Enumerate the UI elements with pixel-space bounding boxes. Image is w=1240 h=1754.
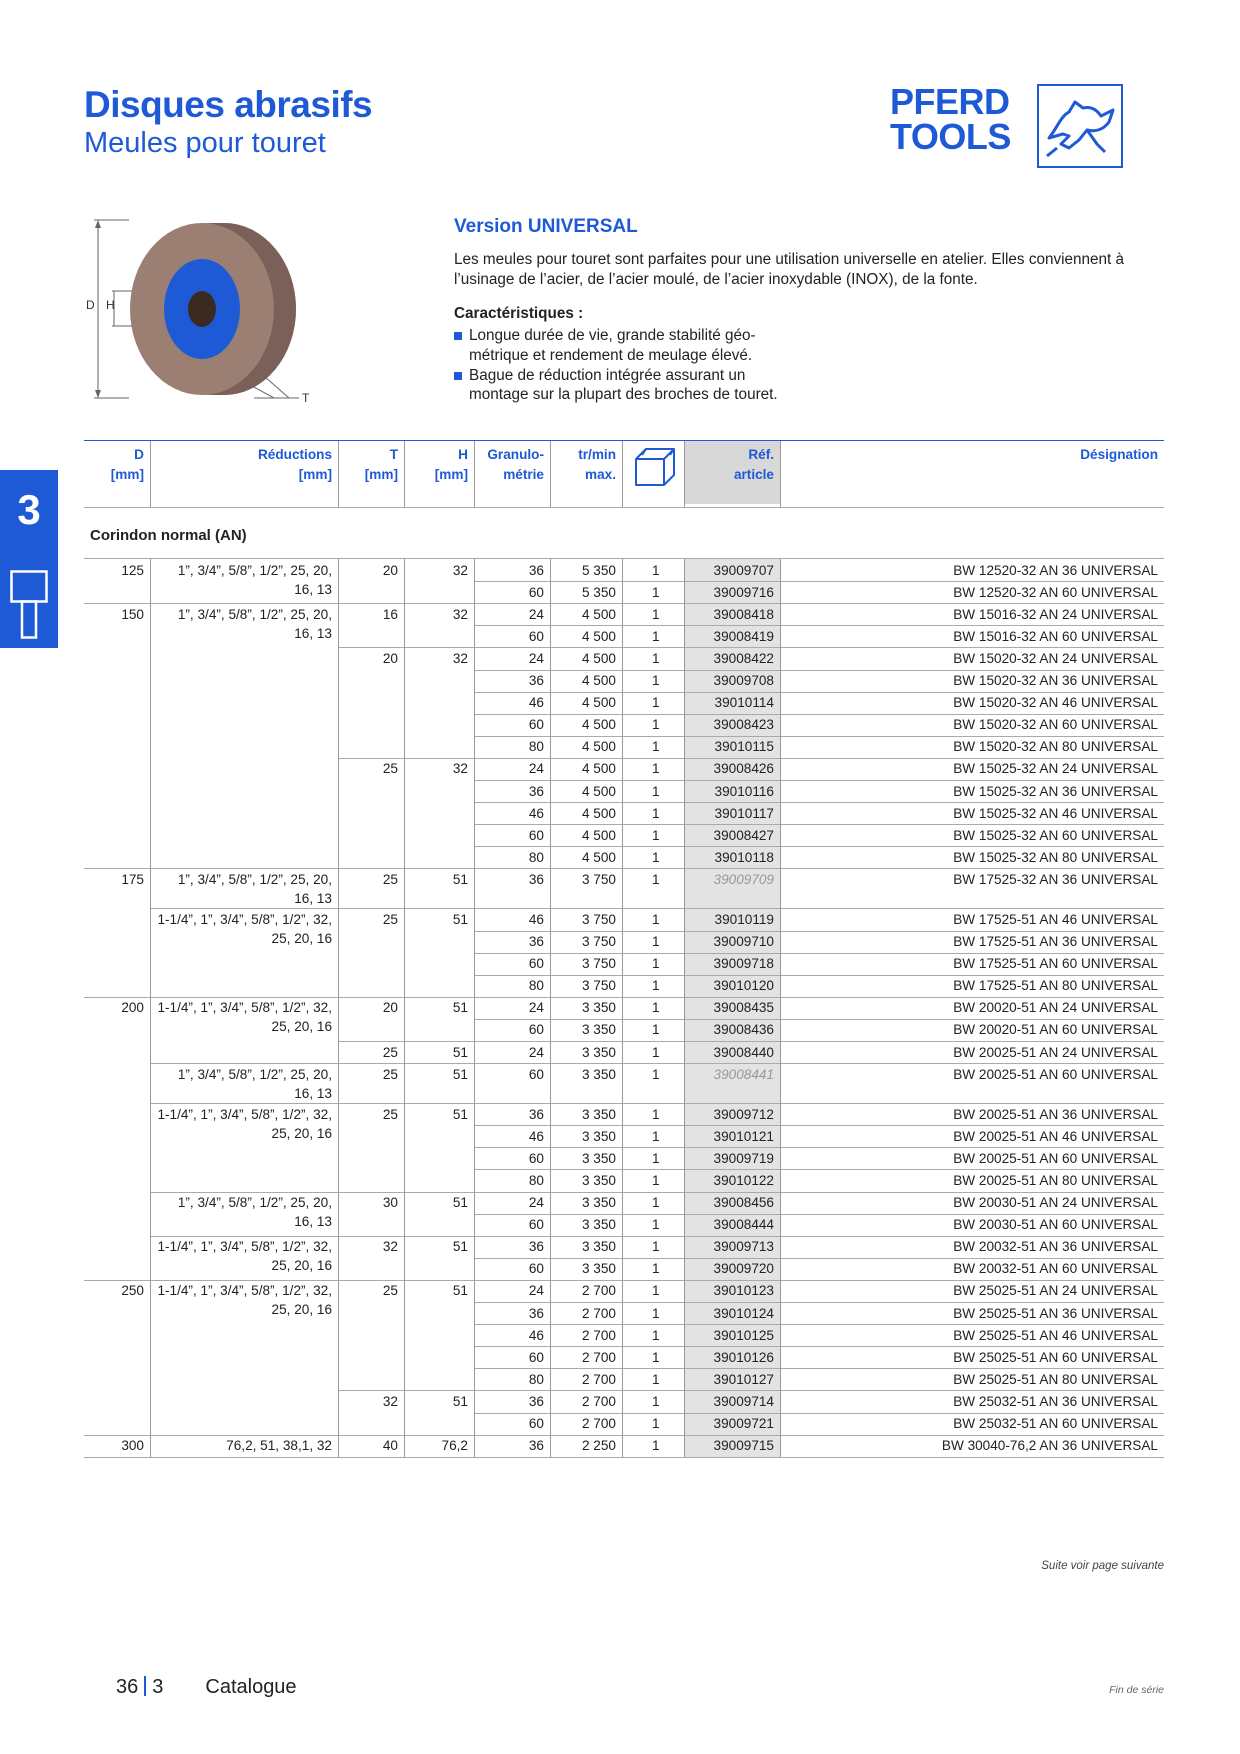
product-table (84, 440, 1164, 1461)
cell-g: 60 (528, 1261, 544, 1277)
cell-g: 24 (528, 1044, 544, 1060)
cell-ref: 39008418 (713, 606, 774, 622)
cell-ref: 39008441 (713, 1066, 774, 1082)
cell-des: BW 17525-51 AN 80 UNIVERSAL (953, 978, 1158, 994)
cell-ref: 39009720 (713, 1261, 774, 1277)
cell-g: 60 (528, 956, 544, 972)
cell-des: BW 25025-51 AN 60 UNIVERSAL (953, 1349, 1158, 1365)
cell-q: 1 (652, 1416, 660, 1431)
cell-ref: 39008422 (713, 650, 774, 666)
cell-rpm: 2 700 (581, 1371, 616, 1387)
cell-h: 32 (452, 606, 468, 622)
cell-h: 51 (452, 1195, 468, 1210)
bullet-icon (454, 332, 462, 340)
cell-t: 25 (382, 1044, 398, 1060)
cell-q: 1 (652, 783, 660, 799)
cell-ref: 39010127 (713, 1371, 774, 1387)
cell-ref: 39009712 (713, 1106, 774, 1122)
cell-h: 51 (452, 1283, 468, 1299)
product-drawing (84, 216, 344, 406)
cell-t: 25 (382, 761, 398, 777)
cell-t: 25 (382, 1283, 398, 1299)
cell-t: 16 (382, 606, 398, 622)
cell-q: 1 (652, 695, 660, 711)
cell-rpm: 3 350 (581, 1000, 616, 1016)
cell-q: 1 (652, 1172, 660, 1188)
cell-des: BW 17525-51 AN 46 UNIVERSAL (953, 911, 1158, 927)
cell-q: 1 (652, 978, 660, 994)
cell-q: 1 (652, 1305, 660, 1321)
cell-rpm: 4 500 (581, 717, 616, 733)
cell-g: 80 (528, 1172, 544, 1188)
cell-q: 1 (652, 562, 660, 578)
cell-rpm: 3 350 (581, 1195, 616, 1210)
cell-ref: 39008427 (713, 827, 774, 843)
cell-des: BW 20025-51 AN 80 UNIVERSAL (953, 1172, 1158, 1188)
cell-des: BW 15020-32 AN 36 UNIVERSAL (953, 673, 1158, 688)
cell-t: 32 (382, 1239, 398, 1255)
page-footer (116, 1676, 297, 1699)
cell-g: 46 (528, 1327, 544, 1343)
chapter-tab[interactable] (0, 470, 58, 648)
cell-des: BW 15025-32 AN 24 UNIVERSAL (953, 761, 1158, 777)
cell-g: 80 (528, 1371, 544, 1387)
cell-rpm: 2 700 (581, 1393, 616, 1409)
cell-q: 1 (652, 1327, 660, 1343)
cell-rpm: 2 700 (581, 1283, 616, 1299)
cell-ref: 39009707 (713, 562, 774, 578)
cell-g: 24 (528, 650, 544, 666)
cell-red: 1”, 3/4”, 5/8”, 1/2”, 25, 20, 16, 13 (177, 871, 332, 906)
cell-h: 51 (452, 1106, 468, 1122)
cell-h: 51 (452, 1393, 468, 1409)
cell-d: 250 (121, 1283, 144, 1299)
cell-des: BW 20030-51 AN 24 UNIVERSAL (953, 1195, 1158, 1210)
cell-ref: 39010126 (713, 1349, 774, 1365)
cell-ref: 39008426 (713, 761, 774, 777)
cell-g: 60 (528, 1217, 544, 1233)
group-label: Corindon normal (AN) (90, 527, 247, 544)
cell-q: 1 (652, 1393, 660, 1409)
packaging-box-icon (634, 447, 678, 490)
cell-red: 1-1/4”, 1”, 3/4”, 5/8”, 1/2”, 32, 25, 20, 16 (157, 1283, 332, 1318)
cell-t: 20 (382, 650, 398, 666)
cell-g: 60 (528, 1416, 544, 1431)
cell-q: 1 (652, 717, 660, 733)
cell-g: 60 (528, 827, 544, 843)
page-subtitle: Meules pour touret (84, 127, 326, 159)
cell-t: 20 (382, 1000, 398, 1016)
cell-g: 36 (528, 871, 544, 887)
cell-rpm: 2 700 (581, 1305, 616, 1321)
cell-des: BW 30040-76,2 AN 36 UNIVERSAL (941, 1438, 1158, 1454)
cell-des: BW 20032-51 AN 36 UNIVERSAL (953, 1239, 1158, 1255)
cell-g: 80 (528, 739, 544, 755)
cell-q: 1 (652, 1283, 660, 1299)
cell-q: 1 (652, 584, 660, 600)
cell-des: BW 20025-51 AN 60 UNIVERSAL (953, 1066, 1158, 1082)
version-title: Version UNIVERSAL (454, 216, 638, 237)
cell-t: 25 (382, 1106, 398, 1122)
cell-h: 51 (452, 1239, 468, 1255)
cell-des: BW 17525-32 AN 36 UNIVERSAL (953, 871, 1158, 887)
cell-g: 24 (528, 1000, 544, 1016)
cell-t: 20 (382, 562, 398, 578)
version-description: Les meules pour touret sont parfaites pour une utilisation universelle en atelier. Elles conviennent à l’usinage de l’acier, de l’acier moulé, de l’acier inoxydable (INOX), de la fonte. (454, 251, 1125, 288)
continued-note: Suite voir page suivante (1041, 1560, 1164, 1572)
cell-q: 1 (652, 739, 660, 755)
cell-q: 1 (652, 805, 660, 821)
cell-q: 1 (652, 911, 660, 927)
cell-des: BW 20025-51 AN 60 UNIVERSAL (953, 1150, 1158, 1166)
cell-g: 60 (528, 717, 544, 733)
cell-g: 36 (528, 1239, 544, 1255)
cell-rpm: 3 750 (581, 956, 616, 972)
cell-ref: 39010116 (714, 783, 774, 799)
cell-red: 1”, 3/4”, 5/8”, 1/2”, 25, 20, 16, 13 (177, 606, 332, 641)
cell-q: 1 (652, 1022, 660, 1038)
cell-rpm: 4 500 (581, 805, 616, 821)
chapter-ref: 3 (152, 1676, 164, 1698)
cell-g: 46 (528, 695, 544, 711)
cell-rpm: 4 500 (581, 650, 616, 666)
cell-g: 60 (528, 628, 544, 644)
header-t: T [mm] (364, 447, 398, 482)
cell-des: BW 25032-51 AN 36 UNIVERSAL (953, 1393, 1158, 1409)
cell-des: BW 15020-32 AN 24 UNIVERSAL (953, 650, 1158, 666)
characteristics-list (454, 326, 794, 405)
cell-g: 60 (528, 1150, 544, 1166)
cell-g: 36 (528, 1393, 544, 1409)
cell-ref: 39008440 (713, 1044, 774, 1060)
cell-rpm: 4 500 (581, 849, 616, 865)
cell-rpm: 3 350 (581, 1022, 616, 1038)
cell-rpm: 3 350 (581, 1128, 616, 1144)
cell-q: 1 (652, 673, 660, 688)
cell-ref: 39009710 (713, 934, 774, 949)
cell-q: 1 (652, 1349, 660, 1365)
cell-rpm: 3 350 (581, 1239, 616, 1255)
cell-rpm: 4 500 (581, 827, 616, 843)
cell-rpm: 3 350 (581, 1150, 616, 1166)
cell-g: 24 (528, 1283, 544, 1299)
cell-des: BW 17525-51 AN 36 UNIVERSAL (953, 934, 1158, 949)
cell-q: 1 (652, 1261, 660, 1277)
cell-rpm: 3 350 (581, 1172, 616, 1188)
cell-g: 46 (528, 911, 544, 927)
cell-des: BW 15025-32 AN 36 UNIVERSAL (953, 783, 1158, 799)
cell-q: 1 (652, 871, 660, 887)
header-designation: Désignation (1080, 447, 1158, 462)
cell-h: 32 (452, 761, 468, 777)
cell-q: 1 (652, 1371, 660, 1387)
cell-d: 125 (121, 562, 144, 578)
cell-q: 1 (652, 1066, 660, 1082)
page-title: Disques abrasifs (84, 84, 373, 125)
cell-ref: 39008444 (713, 1217, 774, 1233)
horse-icon (1037, 84, 1123, 168)
table-body (84, 559, 1164, 1461)
header-granulometrie: Granulo- métrie (487, 447, 544, 482)
cell-h: 32 (452, 562, 468, 578)
group-row (84, 508, 1164, 559)
cell-des: BW 15016-32 AN 60 UNIVERSAL (953, 628, 1158, 644)
cell-red: 1-1/4”, 1”, 3/4”, 5/8”, 1/2”, 32, 25, 20, 16 (157, 1239, 332, 1274)
cell-rpm: 3 350 (581, 1044, 616, 1060)
cell-red: 1”, 3/4”, 5/8”, 1/2”, 25, 20, 16, 13 (177, 562, 332, 597)
cell-g: 36 (528, 1438, 544, 1454)
cell-ref: 39010115 (714, 739, 774, 755)
list-item: Longue durée de vie, grande stabilité géo-métrique et rendement de meulage élevé. (454, 326, 794, 366)
cell-rpm: 4 500 (581, 761, 616, 777)
cell-g: 60 (528, 1066, 544, 1082)
cell-des: BW 20025-51 AN 46 UNIVERSAL (953, 1128, 1158, 1144)
cell-ref: 39009718 (713, 956, 774, 972)
cell-g: 46 (528, 805, 544, 821)
cell-des: BW 20025-51 AN 36 UNIVERSAL (953, 1106, 1158, 1122)
cell-des: BW 20030-51 AN 60 UNIVERSAL (953, 1217, 1158, 1233)
cell-g: 36 (528, 934, 544, 949)
cell-h: 51 (452, 1044, 468, 1060)
cell-t: 25 (382, 911, 398, 927)
cell-g: 24 (528, 761, 544, 777)
cell-t: 30 (382, 1195, 398, 1210)
cell-t: 40 (382, 1438, 398, 1454)
cell-ref: 39010120 (713, 978, 774, 994)
cell-g: 60 (528, 1022, 544, 1038)
cell-g: 36 (528, 562, 544, 578)
cell-des: BW 25025-51 AN 24 UNIVERSAL (953, 1283, 1158, 1299)
cell-ref: 39008436 (713, 1022, 774, 1038)
bullet-icon (454, 372, 462, 380)
cell-des: BW 25025-51 AN 36 UNIVERSAL (953, 1305, 1158, 1321)
cell-h: 51 (452, 911, 468, 927)
cell-des: BW 25025-51 AN 46 UNIVERSAL (953, 1327, 1158, 1343)
cell-g: 80 (528, 849, 544, 865)
cell-q: 1 (652, 1150, 660, 1166)
table-header (84, 440, 1164, 508)
cell-des: BW 20025-51 AN 24 UNIVERSAL (953, 1044, 1158, 1060)
svg-text:T: T (302, 391, 310, 405)
cell-q: 1 (652, 1217, 660, 1233)
fin-de-serie-note: Fin de série (1109, 1684, 1164, 1696)
cell-red: 1”, 3/4”, 5/8”, 1/2”, 25, 20, 16, 13 (177, 1195, 332, 1229)
grinding-wheel-icon (10, 570, 48, 645)
cell-q: 1 (652, 761, 660, 777)
cell-q: 1 (652, 606, 660, 622)
cell-rpm: 3 350 (581, 1066, 616, 1082)
header-rpm: tr/min max. (578, 447, 616, 482)
cell-ref: 39009714 (713, 1393, 774, 1409)
cell-rpm: 4 500 (581, 695, 616, 711)
cell-des: BW 12520-32 AN 36 UNIVERSAL (953, 562, 1158, 578)
cell-q: 1 (652, 849, 660, 865)
cell-rpm: 4 500 (581, 606, 616, 622)
cell-ref: 39009721 (713, 1416, 774, 1431)
cell-q: 1 (652, 956, 660, 972)
cell-des: BW 25032-51 AN 60 UNIVERSAL (953, 1416, 1158, 1431)
cell-des: BW 25025-51 AN 80 UNIVERSAL (953, 1371, 1158, 1387)
cell-des: BW 15016-32 AN 24 UNIVERSAL (953, 606, 1158, 622)
header-reductions: Réductions [mm] (257, 447, 332, 482)
cell-des: BW 15025-32 AN 80 UNIVERSAL (953, 849, 1158, 865)
cell-ref: 39010123 (713, 1283, 774, 1299)
cell-rpm: 3 350 (581, 1217, 616, 1233)
cell-red: 1-1/4”, 1”, 3/4”, 5/8”, 1/2”, 32, 25, 20, 16 (157, 1106, 332, 1141)
cell-ref: 39010119 (714, 911, 774, 927)
cell-des: BW 15025-32 AN 60 UNIVERSAL (953, 827, 1158, 843)
cell-des: BW 15025-32 AN 46 UNIVERSAL (953, 805, 1158, 821)
cell-rpm: 3 750 (581, 934, 616, 949)
cell-g: 36 (528, 1305, 544, 1321)
cell-rpm: 4 500 (581, 628, 616, 644)
cell-q: 1 (652, 1195, 660, 1210)
cell-g: 60 (528, 1349, 544, 1365)
cell-ref: 39010118 (714, 849, 774, 865)
cell-ref: 39010122 (713, 1172, 774, 1188)
cell-q: 1 (652, 827, 660, 843)
cell-h: 51 (452, 1066, 468, 1082)
cell-t: 32 (382, 1393, 398, 1409)
cell-des: BW 12520-32 AN 60 UNIVERSAL (953, 584, 1158, 600)
cell-h: 51 (452, 1000, 468, 1016)
cell-rpm: 5 350 (581, 562, 616, 578)
cell-rpm: 3 750 (581, 871, 616, 887)
header-d: D [mm] (110, 447, 144, 482)
cell-rpm: 4 500 (581, 783, 616, 799)
cell-des: BW 15020-32 AN 46 UNIVERSAL (953, 695, 1158, 711)
cell-des: BW 15020-32 AN 60 UNIVERSAL (953, 717, 1158, 733)
cell-g: 46 (528, 1128, 544, 1144)
cell-rpm: 5 350 (581, 584, 616, 600)
cell-des: BW 15020-32 AN 80 UNIVERSAL (953, 739, 1158, 755)
cell-q: 1 (652, 934, 660, 949)
list-item: Bague de réduction intégrée assurant un montage sur la plupart des broches de touret. (454, 366, 794, 406)
cell-ref: 39008435 (713, 1000, 774, 1016)
chapter-number: 3 (17, 486, 41, 533)
cell-rpm: 3 750 (581, 911, 616, 927)
cell-rpm: 4 500 (581, 673, 616, 688)
cell-q: 1 (652, 628, 660, 644)
cell-rpm: 4 500 (581, 739, 616, 755)
cell-des: BW 20032-51 AN 60 UNIVERSAL (953, 1261, 1158, 1277)
cell-g: 36 (528, 1106, 544, 1122)
cell-ref: 39010125 (713, 1327, 774, 1343)
cell-q: 1 (652, 1044, 660, 1060)
cell-h: 51 (452, 871, 468, 887)
cell-h: 76,2 (441, 1438, 468, 1454)
cell-d: 300 (121, 1438, 144, 1454)
cell-q: 1 (652, 650, 660, 666)
svg-text:D: D (86, 298, 95, 312)
cell-d: 175 (121, 871, 144, 887)
cell-ref: 39009709 (713, 871, 774, 887)
cell-g: 36 (528, 783, 544, 799)
cell-rpm: 3 350 (581, 1261, 616, 1277)
cell-q: 1 (652, 1106, 660, 1122)
cell-rpm: 3 750 (581, 978, 616, 994)
cell-des: BW 20020-51 AN 24 UNIVERSAL (953, 1000, 1158, 1016)
svg-text:H: H (106, 298, 115, 312)
cell-ref: 39008419 (713, 628, 774, 644)
cell-g: 80 (528, 978, 544, 994)
cell-q: 1 (652, 1438, 660, 1454)
logo-wordmark: PFERD TOOLS (890, 81, 1011, 157)
page-number: 36 (116, 1676, 139, 1698)
cell-rpm: 2 700 (581, 1327, 616, 1343)
header-h: H [mm] (434, 447, 468, 482)
cell-t: 25 (382, 1066, 398, 1082)
cell-ref: 39010121 (713, 1128, 774, 1144)
cell-q: 1 (652, 1128, 660, 1144)
cell-red: 1-1/4”, 1”, 3/4”, 5/8”, 1/2”, 32, 25, 20, 16 (157, 1000, 332, 1035)
cell-ref: 39008456 (713, 1195, 774, 1210)
cell-ref: 39010124 (713, 1305, 774, 1321)
cell-d: 200 (121, 1000, 144, 1016)
cell-q: 1 (652, 1000, 660, 1016)
cell-red: 76,2, 51, 38,1, 32 (226, 1438, 332, 1454)
cell-ref: 39009715 (713, 1438, 774, 1454)
cell-des: BW 17525-51 AN 60 UNIVERSAL (953, 956, 1158, 972)
cell-ref: 39009719 (713, 1150, 774, 1166)
cell-rpm: 2 700 (581, 1349, 616, 1365)
cell-g: 24 (528, 606, 544, 622)
cell-rpm: 3 350 (581, 1106, 616, 1122)
cell-rpm: 2 700 (581, 1416, 616, 1431)
cell-ref: 39008423 (713, 717, 774, 733)
cell-ref: 39010117 (714, 805, 774, 821)
cell-g: 60 (528, 584, 544, 600)
cell-g: 24 (528, 1195, 544, 1210)
cell-des: BW 20020-51 AN 60 UNIVERSAL (953, 1022, 1158, 1038)
cell-d: 150 (121, 606, 144, 622)
cell-ref: 39009708 (713, 673, 774, 688)
characteristics-title: Caractéristiques : (454, 305, 584, 322)
cell-red: 1-1/4”, 1”, 3/4”, 5/8”, 1/2”, 32, 25, 20, 16 (157, 911, 332, 946)
catalogue-label: Catalogue (205, 1676, 297, 1698)
cell-t: 25 (382, 871, 398, 887)
cell-ref: 39010114 (714, 695, 774, 711)
cell-h: 32 (452, 650, 468, 666)
cell-rpm: 2 250 (581, 1438, 616, 1454)
cell-ref: 39009713 (713, 1239, 774, 1255)
cell-q: 1 (652, 1239, 660, 1255)
header-ref: Réf. article (684, 441, 780, 504)
cell-red: 1”, 3/4”, 5/8”, 1/2”, 25, 20, 16, 13 (177, 1066, 332, 1101)
cell-g: 36 (528, 673, 544, 688)
cell-ref: 39009716 (713, 584, 774, 600)
